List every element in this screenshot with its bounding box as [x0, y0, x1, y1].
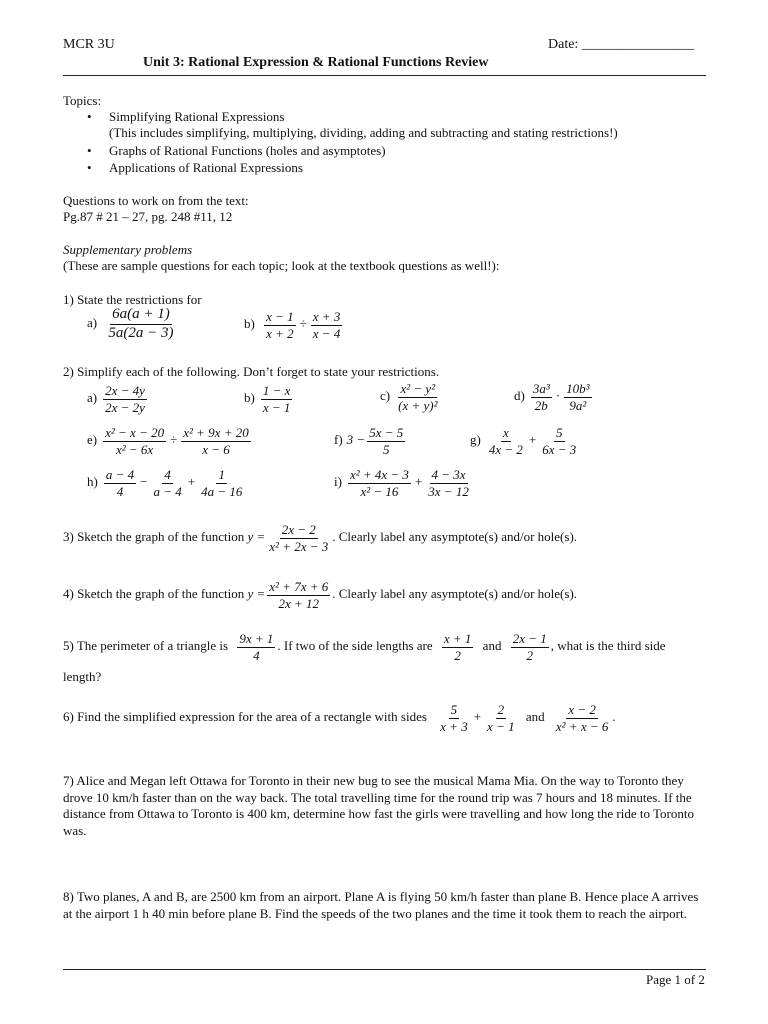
q2f-expression: f) 3 − $\frac{5x - 5}{5}$ — [334, 425, 404, 457]
page-title: Unit 3: Rational Expression & Rational Functions Review — [143, 55, 489, 70]
topic-item: Applications of Rational Expressions — [109, 160, 303, 175]
topic-item-note: (This includes simplifying, multiplying, dividing, adding and subtracting and stating restrictions!) — [109, 125, 618, 140]
text-questions-heading: Questions to work on from the text: — [63, 193, 249, 208]
fraction: $\frac{4 - 3x}{3x - 12}$ — [428, 467, 469, 499]
part-label: a) — [87, 315, 98, 331]
q2e-expression: e) $\frac{\text{x² − x − 20}}{\text{x² − 6x}}$ ÷ $\frac{\text{x² + 9x + 20}}{x - 6}$ — [87, 425, 249, 457]
topic-item: Simplifying Rational Expressions — [109, 109, 285, 124]
q3-line: 3) Sketch the graph of the function y = $\frac{2x - 2}{\text{x² + 2x − 3}}$ . Clearly label any asymptote(s) and/or hole(s). — [63, 522, 578, 554]
fraction: $\frac{x - 1}{x + 2}$ — [266, 309, 294, 341]
fraction: $\frac{\text{3a³}}{2b}$ — [532, 381, 550, 413]
fraction: $\frac{2x - 4y}{2x - 2y}$ — [105, 383, 145, 415]
q4-line: 4) Sketch the graph of the function y = $\frac{\text{x² + 7x + 6}}{2x + 12}$ . Clearly label any asymptote(s) and/or hole(s). — [63, 579, 578, 611]
page-number: Page 1 of 2 — [646, 972, 705, 987]
fraction: $\frac{5x - 5}{5}$ — [369, 425, 404, 457]
fraction: $\frac{5}{x + 3}$ — [440, 702, 468, 734]
course-code: MCR 3U — [63, 37, 115, 52]
q5-line2: length? — [63, 669, 102, 684]
fraction: $\frac{x + 3}{x - 4}$ — [312, 309, 341, 341]
bullet-icon: • — [87, 143, 92, 158]
q2-prompt: 2) Simplify each of the following. Don’t forget to state your restrictions. — [63, 364, 440, 379]
fraction: $\frac{1 - x}{x - 1}$ — [262, 383, 291, 415]
footer-rule — [63, 969, 706, 970]
fraction: $\frac{2x - 2}{\text{x² + 2x − 3}}$ — [269, 522, 329, 554]
bullet-icon: • — [87, 109, 92, 124]
fraction: $\frac{a - 4}{4}$ — [105, 467, 135, 499]
fraction: $\frac{5}{6x - 3}$ — [542, 425, 577, 457]
q2c-expression: c) $\frac{\text{x² − y²}}{\text{(x + y)²}}$ — [380, 381, 438, 413]
operator: ÷ — [299, 316, 307, 332]
supplementary-note: (These are sample questions for each topic; look at the textbook questions as well!): — [63, 258, 500, 273]
header-rule — [63, 75, 706, 76]
fraction: $\frac{2}{x - 1}$ — [487, 702, 515, 734]
fraction: $\frac{1}{4a - 16}$ — [201, 467, 243, 499]
q1-prompt: 1) State the restrictions for — [63, 292, 202, 307]
fraction: $\frac{9x + 1}{4}$ — [239, 631, 274, 663]
q2b-expression: b) $\frac{1 - x}{x - 1}$ — [244, 383, 291, 415]
q1a-expression — [87, 307, 177, 342]
fraction: $\frac{4}{a - 4}$ — [153, 467, 182, 499]
fraction: $\frac{\text{x² − x − 20}}{\text{x² − 6x}}$ — [105, 425, 165, 457]
fraction: $\frac{\text{x² − y²}}{\text{(x + y)²}}$ — [398, 381, 438, 413]
q2i-expression: i) $\frac{\text{x² + 4x − 3}}{\text{x² − 16}}$ + $\frac{4 - 3x}{3x - 12}$ — [334, 467, 469, 499]
date-field: Date: ________________ — [548, 37, 694, 52]
topics-heading: Topics: — [63, 93, 102, 108]
q5-line: 5) The perimeter of a triangle is $\frac{9x + 1}{4}$ . If two of the side lengths are $\frac{x + 1}{2}$ and $\frac{2x - 1}{2}$ , what is the third side — [63, 631, 666, 663]
fraction: $\frac{\text{x² + 9x + 20}}{x - 6}$ — [183, 425, 249, 457]
q2h-expression: h) $\frac{a - 4}{4}$ − $\frac{4}{a - 4}$ + $\frac{1}{4a - 16}$ — [87, 467, 243, 499]
fraction: $\frac{x}{4x - 2}$ — [488, 425, 523, 457]
bullet-icon: • — [87, 160, 92, 175]
fraction: $\frac{x + 1}{2}$ — [443, 631, 472, 663]
fraction: $\frac{x - 2}{\text{x² + x − 6}}$ — [555, 702, 609, 734]
q2g-expression: g) $\frac{x}{4x - 2}$ + $\frac{5}{6x - 3}$ — [470, 425, 577, 457]
topic-item: Graphs of Rational Functions (holes and asymptotes) — [109, 143, 386, 158]
q6-line: 6) Find the simplified expression for the area of a rectangle with sides $\frac{5}{x + 3}$ + $\frac{2}{x - 1}$ and $\frac{x - 2}{\text{x² + x − 6}}$ . — [63, 702, 616, 734]
fraction: $\frac{\text{x² + 4x − 3}}{\text{x² − 16}}$ — [349, 467, 409, 499]
fraction: $\frac{\text{x² + 7x + 6}}{2x + 12}$ — [269, 579, 329, 611]
text-questions-refs: Pg.87 # 21 – 27, pg. 248 #11, 12 — [63, 209, 233, 224]
q8-text: 8) Two planes, A and B, are 2500 km from an airport. Plane A is flying 50 km/h faster than plane B. Hence place A arrives at the airport 1 h 40 min before plane B. Find the speeds of the two planes and the time it took them to reach the airport. — [63, 889, 699, 921]
fraction: $\frac{\text{10b³}}{\text{9a²}}$ — [566, 381, 590, 413]
q2d-expression: d) $\frac{\text{3a³}}{2b}$ · $\frac{\text{10b³}}{\text{9a²}}$ — [514, 381, 590, 413]
fraction: $\frac{2x - 1}{2}$ — [512, 631, 547, 663]
q1b-expression — [244, 310, 344, 340]
q2a-expression: a) $\frac{2x - 4y}{2x - 2y}$ — [87, 383, 145, 415]
q7-text: 7) Alice and Megan left Ottawa for Toronto in their new bug to see the musical Mama Mia. On the way to Toronto they drove 10 km/h faster than on the way back. The total travelling time for the round trip was 7 hours and 18 minutes. If the distance from Ottawa to Toronto is 400 km, determine how fast the girls were travelling and how long the ride to Toronto was. — [63, 773, 694, 838]
fraction: $\frac{6a(a + 1)}{5a(2a - 3)}$ — [108, 306, 174, 341]
supplementary-heading: Supplementary problems — [63, 242, 193, 257]
part-label: b) — [244, 316, 255, 332]
